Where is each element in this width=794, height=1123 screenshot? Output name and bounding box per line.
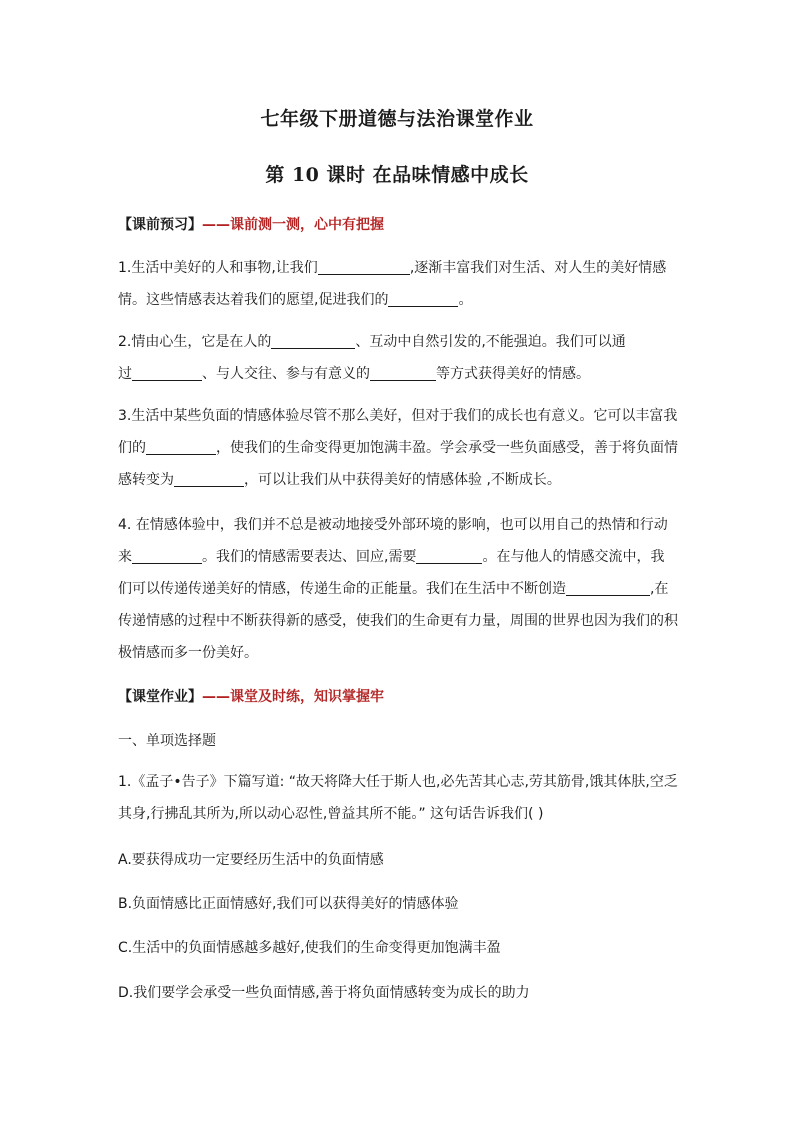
preview-question-4 (118, 509, 678, 669)
q3-text-e: ，可以让我们从中获得美好的情感体验 ,不断成长。 (244, 472, 561, 488)
preview-section-label: 【课前预习】 (118, 217, 202, 233)
q1-text-a: 1.生活中美好的人和事物,让我们 (118, 260, 318, 276)
q3-text-c: ，使我们的生命变得更加饱满丰盈。学会承受一些负面感受，善于将负面情 (216, 440, 678, 456)
q2-text-c: 过 (118, 366, 132, 382)
classwork-section-slogan: ——课堂及时练，知识掌握牢 (202, 689, 384, 705)
lesson-subtitle: 第 10 课时 在品味情感中成长 (265, 164, 529, 186)
q2-text-d: 、与人交往、参与有意义的 (202, 366, 370, 382)
part-heading-single-choice: 一、单项选择题 (118, 733, 216, 749)
q2-text-e: 等方式获得美好的情感。 (436, 366, 590, 382)
q4-blank-2 (416, 547, 482, 564)
option-c: C.生活中的负面情感越多越好,使我们的生命变得更加饱满丰盈 (118, 940, 501, 956)
preview-question-2 (118, 326, 678, 390)
q4-text-b: 来 (118, 549, 132, 565)
page-title: 七年级下册道德与法治课堂作业 (260, 108, 534, 130)
preview-section-slogan: ——课前测一测，心中有把握 (202, 217, 384, 233)
cq1-text-b: 其身,行拂乱其所为,所以动心忍性,曾益其所不能。” 这句话告诉我们( ) (118, 806, 544, 822)
q1-blank-1 (318, 258, 410, 275)
q3-text-a: 3.生活中某些负面的情感体验尽管不那么美好，但对于我们的成长也有意义。它可以丰富我 (118, 408, 678, 424)
q3-text-b: 们的 (118, 440, 146, 456)
q4-text-a: 4. 在情感体验中，我们并不总是被动地接受外部环境的影响，也可以用自己的热情和行动 (118, 517, 668, 533)
q1-blank-2 (388, 290, 458, 307)
classwork-section-heading (118, 686, 384, 706)
q2-blank-3 (370, 364, 436, 381)
q1-text-c: 情。这些情感表达着我们的愿望,促进我们的 (118, 292, 389, 308)
option-d: D.我们要学会承受一些负面情感,善于将负面情感转变为成长的助力 (118, 985, 530, 1001)
option-a: A.要获得成功一定要经历生活中的负面情感 (118, 852, 384, 868)
q1-text-b: ,逐渐丰富我们对生活、对人生的美好情感 (409, 260, 667, 276)
q2-blank-1 (271, 332, 355, 349)
q4-text-f: ,在 (650, 581, 669, 597)
q4-blank-1 (132, 547, 202, 564)
q4-text-h: 极情感而多一份美好。 (118, 645, 258, 661)
q4-blank-3 (566, 579, 650, 596)
q2-text-b: 、互动中自然引发的,不能强迫。我们可以通 (355, 334, 626, 350)
q2-blank-2 (132, 364, 202, 381)
q3-blank-1 (146, 438, 216, 455)
q4-text-e: 们可以传递传递美好的情感，传递生命的正能量。我们在生活中不断创造 (118, 581, 566, 597)
option-b: B.负面情感比正面情感好,我们可以获得美好的情感体验 (118, 896, 459, 912)
preview-section-heading (118, 214, 384, 234)
classwork-section-label: 【课堂作业】 (118, 689, 202, 705)
q4-text-d: 。在与他人的情感交流中，我 (482, 549, 665, 565)
q4-text-g: 传递情感的过程中不断获得新的感受，使我们的生命更有力量，周围的世界也因为我们的积 (118, 613, 678, 629)
preview-question-1 (118, 252, 678, 316)
q3-blank-2 (174, 470, 244, 487)
q1-text-d: 。 (458, 292, 473, 308)
preview-question-3 (118, 400, 678, 496)
cq1-text-a: 1.《孟子•告子》下篇写道: “故天将降大任于斯人也,必先苦其心志,劳其筋骨,饿其体肤,空乏 (118, 774, 678, 790)
choice-question-1 (118, 766, 678, 830)
q4-text-c: 。我们的情感需要表达、回应,需要 (202, 549, 417, 565)
q3-text-d: 感转变为 (118, 472, 174, 488)
q2-text-a: 2.情由心生，它是在人的 (118, 334, 272, 350)
